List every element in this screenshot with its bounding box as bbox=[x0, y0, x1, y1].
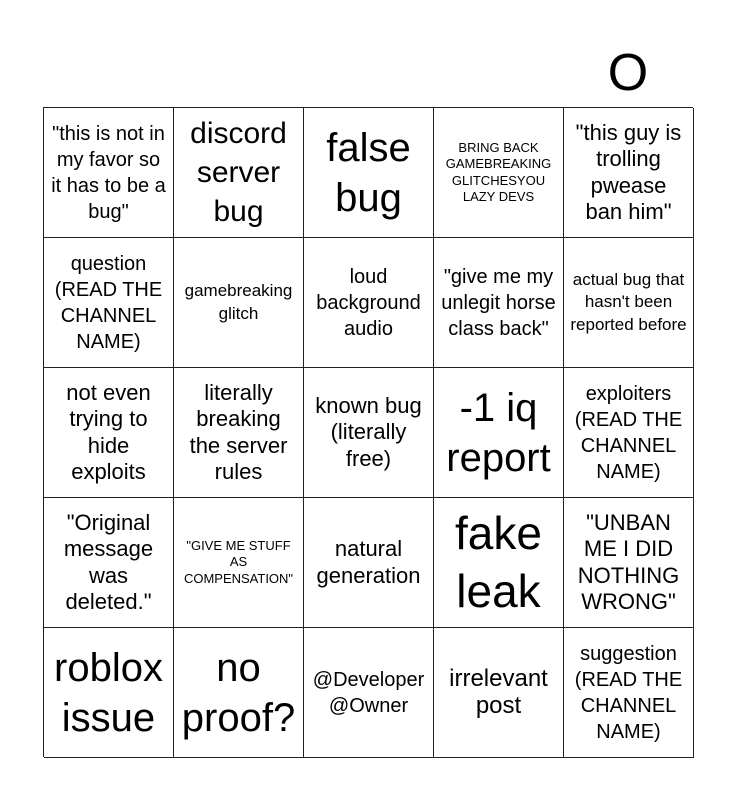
cell-text: "give me my unlegit horse class back" bbox=[441, 265, 556, 340]
cell-text: literally breaking the server rules bbox=[189, 379, 288, 484]
cell-text: known bug (literally free) bbox=[315, 392, 422, 471]
cell-text: natural generation bbox=[316, 536, 421, 588]
bingo-cell[interactable] bbox=[174, 108, 304, 238]
bingo-cell[interactable] bbox=[434, 108, 564, 238]
bingo-cell[interactable] bbox=[564, 238, 694, 368]
cell-text: "Original message was deleted." bbox=[63, 509, 154, 614]
bingo-board bbox=[43, 107, 693, 757]
header-letter-5: O bbox=[607, 44, 649, 102]
bingo-cell[interactable] bbox=[44, 368, 174, 498]
cell-text: BRING BACK GAMEBREAKING GLITCHESYOU LAZY DEVS bbox=[445, 140, 552, 204]
bingo-cell[interactable] bbox=[304, 238, 434, 368]
bingo-cell[interactable] bbox=[434, 238, 564, 368]
bingo-cell[interactable] bbox=[304, 498, 434, 628]
bingo-cell[interactable] bbox=[564, 628, 694, 758]
bingo-cell[interactable] bbox=[174, 498, 304, 628]
bingo-cell[interactable] bbox=[564, 368, 694, 498]
cell-text: @Developer @Owner bbox=[312, 668, 425, 717]
bingo-cell[interactable] bbox=[44, 498, 174, 628]
bingo-cell[interactable] bbox=[44, 628, 174, 758]
bingo-cell[interactable] bbox=[434, 368, 564, 498]
bingo-cell[interactable] bbox=[174, 628, 304, 758]
bingo-cell[interactable] bbox=[304, 628, 434, 758]
cell-text: "this is not in my favor so it has to be a bug" bbox=[51, 122, 166, 223]
cell-text: "UNBAN ME I DID NOTHING WRONG" bbox=[577, 509, 680, 614]
cell-text: -1 iq report bbox=[446, 385, 551, 480]
bingo-cell[interactable] bbox=[434, 628, 564, 758]
cell-text: "this guy is trolling pwease ban him" bbox=[575, 119, 682, 224]
cell-text: false bug bbox=[326, 125, 411, 220]
cell-text: gamebreaking glitch bbox=[184, 281, 293, 323]
bingo-cell[interactable] bbox=[304, 108, 434, 238]
header-letter-2 bbox=[173, 42, 303, 104]
cell-text: "GIVE ME STUFF AS COMPENSATION" bbox=[183, 538, 294, 586]
bingo-cell[interactable] bbox=[564, 498, 694, 628]
cell-text: not even trying to hide exploits bbox=[66, 379, 151, 484]
header-letter-4 bbox=[433, 42, 563, 104]
bingo-header bbox=[43, 42, 693, 104]
header-letter-3 bbox=[303, 42, 433, 104]
bingo-cell[interactable] bbox=[174, 238, 304, 368]
bingo-cell[interactable] bbox=[174, 368, 304, 498]
cell-text: roblox issue bbox=[54, 645, 163, 740]
cell-text: question (READ THE CHANNEL NAME) bbox=[54, 252, 163, 353]
cell-text: actual bug that hasn't been reported before bbox=[570, 270, 687, 334]
bingo-cell[interactable] bbox=[564, 108, 694, 238]
header-letter-1 bbox=[43, 42, 173, 104]
cell-text: exploiters (READ THE CHANNEL NAME) bbox=[574, 382, 683, 483]
bingo-cell[interactable] bbox=[304, 368, 434, 498]
bingo-cell[interactable] bbox=[434, 498, 564, 628]
cell-text: fake leak bbox=[455, 507, 542, 617]
cell-text: no proof? bbox=[181, 645, 296, 740]
cell-text: suggestion (READ THE CHANNEL NAME) bbox=[574, 642, 683, 743]
bingo-cell[interactable] bbox=[44, 108, 174, 238]
cell-text: discord server bug bbox=[190, 117, 287, 228]
bingo-cell[interactable] bbox=[44, 238, 174, 368]
cell-text: loud background audio bbox=[316, 265, 421, 340]
cell-text: irrelevant post bbox=[449, 665, 548, 719]
